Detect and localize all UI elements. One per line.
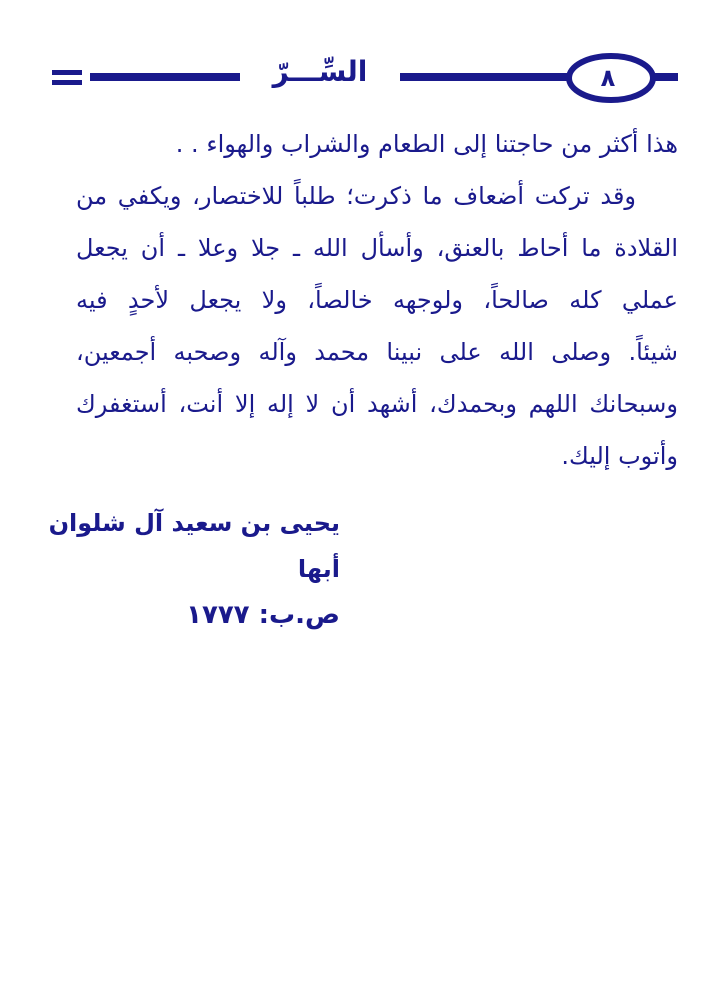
text-line: القلادة ما أحاط بالعنق، وأسأل الله ـ جلا وعلا ـ أن يجعل [76, 234, 678, 262]
author-city: أبها [297, 555, 340, 583]
signature-block [48, 500, 340, 638]
running-title: السِّـــرّ [240, 52, 400, 92]
text-line: عملي كله صالحاً، ولوجهه خالصاً، ولا يجعل لأحدٍ فيه [76, 286, 678, 314]
page-number: ٨ [600, 64, 616, 92]
text-line: وأتوب إليك. [561, 442, 678, 470]
page-header [0, 0, 724, 120]
body-text [76, 118, 678, 482]
po-box: ص.ب: ١٧٧٧ [186, 600, 340, 630]
text-line: هذا أكثر من حاجتنا إلى الطعام والشراب والهواء . . [175, 130, 678, 158]
text-line: وسبحانك اللهم وبحمدك، أشهد أن لا إله إلا أنت، أستغفرك [76, 390, 678, 418]
text-line: وقد تركت أضعاف ما ذكرت؛ طلباً للاختصار، ويكفي من [76, 182, 636, 210]
text-line: شيئاً. وصلى الله على نبينا محمد وآله وصحبه أجمعين، [76, 338, 678, 366]
author-name: يحيى بن سعيد آل شلوان [48, 509, 340, 537]
